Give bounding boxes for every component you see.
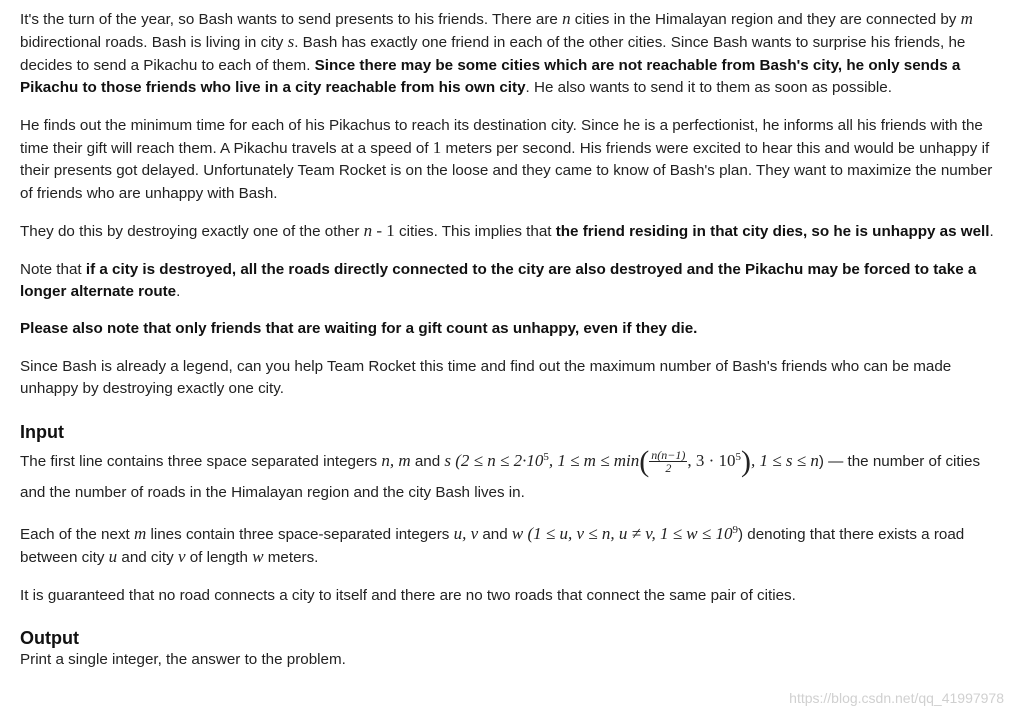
bold-text: if a city is destroyed, all the roads directly connected to the city are also destroyed and the Pikachu may be forced to take a longer alternate route [20,260,977,301]
math-var: n, m [381,450,411,470]
math-var: w [252,547,264,567]
math-sup: 9 [732,523,738,536]
paragraph-story [20,8,995,100]
input-line-edges [20,523,995,570]
text: . He also wants to send it to them as soon as possible. [525,79,892,97]
text: of length [185,549,253,567]
input-heading: Input [20,421,64,442]
math-constraint: , 1 ≤ m ≤ min [548,450,640,470]
paragraph-unhappy-note [20,318,995,340]
text: He finds out the minimum time for each of his Pikachus to reach its destination city. Since he is a perfectionist, he informs all his friends with the time their gift will reach them. A Pikachu travels at a speed of [20,116,983,158]
text: Since Bash is already a legend, can you help Team Rocket this time and find out the maximum number of Bash's friends who can be made unhappy by destroying exactly one city. [20,357,952,398]
fraction [649,449,687,474]
paragraph-destroy [20,220,995,243]
math-constraint: (2 ≤ n ≤ 2·10 [451,450,544,470]
text: meters per second. His friends were excited to hear this and would be unhappy if their presents got delayed. Unfortunately Team Rocket is on the loose and they came to know of Bash's plan. They want to maximize the number of friends who are unhappy with Bash. [20,140,993,202]
fraction-numerator: n(n−1) [651,448,686,463]
math-sup: 5 [543,450,549,463]
bold-text: Since there may be some cities which are not reachable from Bash's city, he only sends a Pikachu to those friends who live in a city reachable from his own city [20,56,961,97]
text: . [176,283,181,301]
paren-close: ) [741,444,752,478]
text: and city [117,549,178,567]
text: Note that [20,260,86,278]
math-var: m [960,9,973,28]
output-heading: Output [20,627,79,648]
paragraph-note [20,259,995,304]
input-line-guarantee [20,585,995,607]
text: ) — the number of cities and the number of roads in the Himalayan region and the city Bash lives in. [20,452,981,501]
math-var: n [363,221,373,241]
text: The first line contains three space separated integers [20,452,382,470]
math-var: m [133,523,147,543]
text: . Bash has exactly one friend in each of the other cities. Since Bash wants to surprise his friends, he decides to send a Pikachu to each of them. [20,34,966,74]
input-line-first [20,445,995,508]
text: They do this by destroying exactly one of the other [20,223,364,241]
bold-text: Please also note that only friends that are waiting for a gift count as unhappy, even if they die. [20,320,698,338]
math-expression: - 1 [372,221,395,241]
math-var: v [177,547,186,567]
math-constraint: (1 ≤ u, v ≤ n, u ≠ v, 1 ≤ w ≤ 10 [523,523,733,543]
math-constraint: , 3 · 10 [687,450,736,470]
math-value: 1 [432,138,442,158]
bold-text: the friend residing in that city dies, so he is unhappy as well [555,223,990,241]
text: bidirectional roads. Bash is living in city [20,34,288,52]
fraction-denominator: 2 [665,461,672,476]
text: meters. [263,549,319,567]
text: Each of the next [20,525,134,543]
text: ) denoting that there exists a road between city [20,525,965,567]
problem-statement [20,8,995,686]
text: It is guaranteed that no road connects a city to itself and there are no two roads that connect the same pair of cities. [20,586,796,604]
math-var: w [511,523,524,543]
paren-open: ( [639,444,650,478]
text: . [989,223,994,241]
watermark: https://blog.csdn.net/qq_41997978 [789,690,1004,706]
paragraph-speed [20,115,995,206]
text: lines contain three space-separated integers [146,525,454,543]
math-var: n [562,9,571,28]
text: cities in the Himalayan region and they are connected by [570,11,961,28]
math-var: s [287,32,295,52]
paragraph-question [20,356,995,401]
math-constraint: , 1 ≤ s ≤ n [751,450,819,470]
math-var: u, v [453,523,479,543]
text: and [410,452,445,470]
math-var: s [444,450,452,470]
text: cities. This implies that [394,223,556,241]
text: It's the turn of the year, so Bash wants to send presents to his friends. There are [20,11,563,28]
text: and [478,525,512,543]
math-var: u [108,547,118,567]
output-line [20,649,995,671]
text: Print a single integer, the answer to the problem. [20,650,346,668]
math-sup: 5 [735,450,742,463]
